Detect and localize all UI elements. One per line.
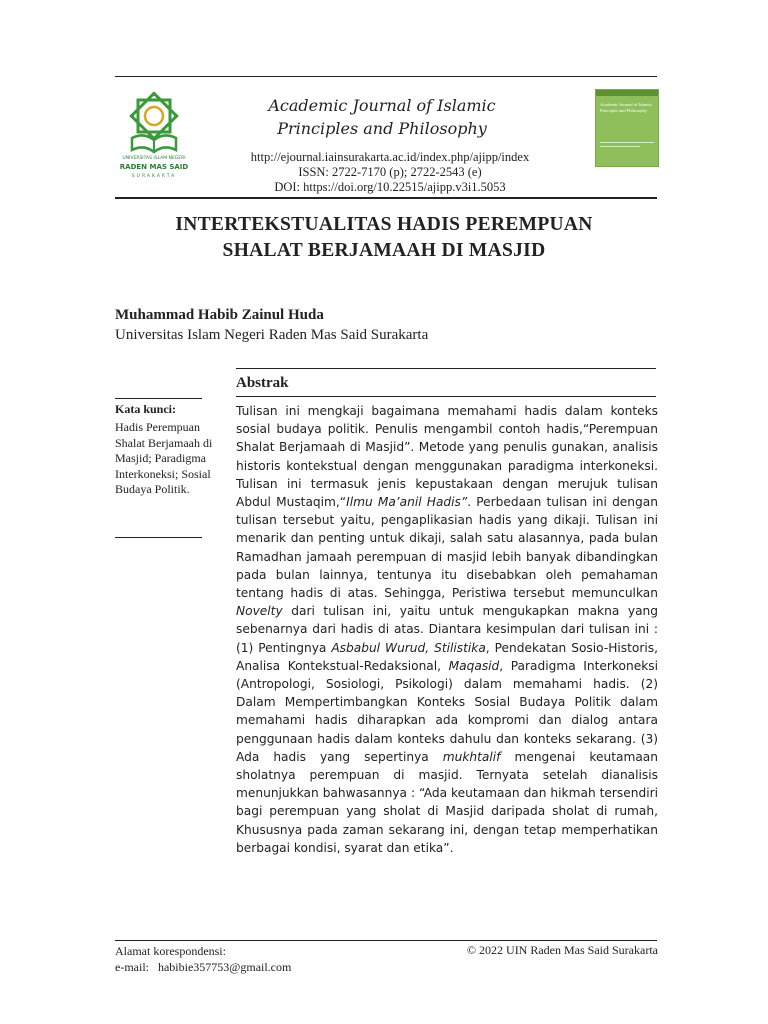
journal-title	[232, 94, 532, 140]
article-title-line2: SHALAT BERJAMAAH DI MASJID	[222, 240, 546, 261]
journal-cover-stripe	[600, 142, 654, 143]
abstract-text: Tulisan ini mengkaji bagaimana memahami hadis dalam konteks sosial budaya politik. Penulis mengambil contoh hadis,“Perempuan Shalat Berjamaah di Masjid”. Metode yang penulis gunakan, analisis historis kontekstual dengan menggunakan paradigma interkoneksi. Tulisan ini termasuk jenis kepustakaan dengan merujuk tulisan Abdul Mustaqim,“	[236, 404, 658, 510]
keywords-bottom-rule	[115, 537, 202, 538]
journal-issn: ISSN: 2722-7170 (p); 2722-2543 (e)	[298, 165, 482, 179]
abstract-text: , Paradigma Interkoneksi (Antropologi, Sosiologi, Psikologi) dalam memahami hadis. (2) Dalam Mempertimbangkan Konteks Sosial Budaya Politik dalam memahami hadis diharapkan ada kompromi dan dialog antara penggunaan hadis dalam konteks dahulu dan konteks sekarang. (3) Ada hadis yang sepertinya	[236, 658, 658, 764]
keywords-text: Hadis Perempuan Shalat Berjamaah di Masjid; Paradigma Interkoneksi; Sosial Budaya Politik.	[115, 420, 213, 496]
correspondence-label: Alamat korespondensi:	[115, 944, 226, 958]
abstract-italic: Maqasid	[448, 658, 500, 673]
abstract-body	[236, 402, 658, 857]
abstract-text: . Perbedaan tulisan ini dengan tulisan tersebut yaitu, pengaplikasian hadis yang dikaji. Tulisan ini menarik dan penting untuk dikaji, salah satu alasannya, pada bulan Ramadhan jamaah perempuan di masjid lebih banyak dibandingkan pada bulan lainnya, tentunya itu disebabkan oleh pemahaman tentang hadis di atas. Sehingga, Peristiwa tersebut memunculkan	[236, 495, 658, 601]
abstract-italic: Novelty	[236, 604, 283, 619]
keywords-label: Kata kunci:	[115, 402, 177, 416]
abstract-top-rule	[236, 368, 656, 369]
abstract-heading: Abstrak	[236, 375, 289, 391]
keywords-top-rule	[115, 398, 202, 399]
journal-title-line2: Principles and Philosophy	[277, 119, 487, 138]
journal-cover-icon	[596, 90, 658, 96]
abstract-italic: mukhtalif	[442, 749, 501, 764]
abstract-text: , Pendekatan Sosio-Historis, Analisa Kontekstual-Redaksional,	[236, 640, 658, 673]
header-rule	[115, 197, 657, 199]
journal-cover-stripe	[600, 146, 640, 147]
article-title	[110, 212, 658, 264]
footer-rule	[115, 940, 657, 941]
abstract-italic: Asbabul Wurud, Stilistika	[331, 640, 486, 655]
email-line	[115, 959, 291, 975]
journal-cover	[595, 89, 659, 167]
abstract-paragraph	[236, 402, 658, 857]
email-label: e-mail:	[115, 960, 149, 974]
footer-correspondence	[115, 943, 291, 975]
footer-copyright: © 2022 UIN Raden Mas Said Surakarta	[466, 943, 658, 957]
logo-text-line1: UNIVERSITAS ISLAM NEGERI	[122, 156, 186, 161]
abstract-text: mengenai keutamaan sholatnya perempuan di masjid. Ternyata setelah dianalisis menunjukkan bahwasannya : “Ada keutamaan dan hikmah tersendiri bagi perempuan yang sholat di Masjid daripada sholat di rumah, Khususnya pada zaman sekarang ini, dengan tetap memperhatikan berbagai kondisi, syarat dan etika”.	[236, 749, 658, 855]
email-link[interactable]: habibie357753@gmail.com	[157, 960, 292, 974]
journal-title-line1: Academic Journal of Islamic	[268, 96, 496, 115]
abstract-rule	[236, 396, 656, 397]
author-name: Muhammad Habib Zainul Huda	[115, 307, 324, 323]
top-rule	[115, 76, 657, 77]
journal-url[interactable]: http://ejournal.iainsurakarta.ac.id/index.php/ajipp/index	[250, 150, 530, 164]
article-title-line1: INTERTEKSTUALITAS HADIS PEREMPUAN	[175, 214, 593, 235]
journal-cover-title: Academic Journal of Islamic Principles and Philosophy	[600, 102, 652, 113]
logo-text-line2: RADEN MAS SAID	[119, 163, 189, 171]
abstract-text: dari tulisan ini, yaitu untuk mengukapkan makna yang sebenarnya dari hadis di atas. Diantara kesimpulan dari tulisan ini : (1) Pentingnya	[236, 604, 658, 655]
journal-doi[interactable]: DOI: https://doi.org/10.22515/ajipp.v3i1.5053	[274, 180, 506, 194]
logo-text-line3: SURAKARTA	[131, 174, 177, 179]
author-affiliation: Universitas Islam Negeri Raden Mas Said Surakarta	[115, 327, 429, 343]
abstract-italic: Ilmu Ma’anil Hadis”	[346, 495, 468, 510]
